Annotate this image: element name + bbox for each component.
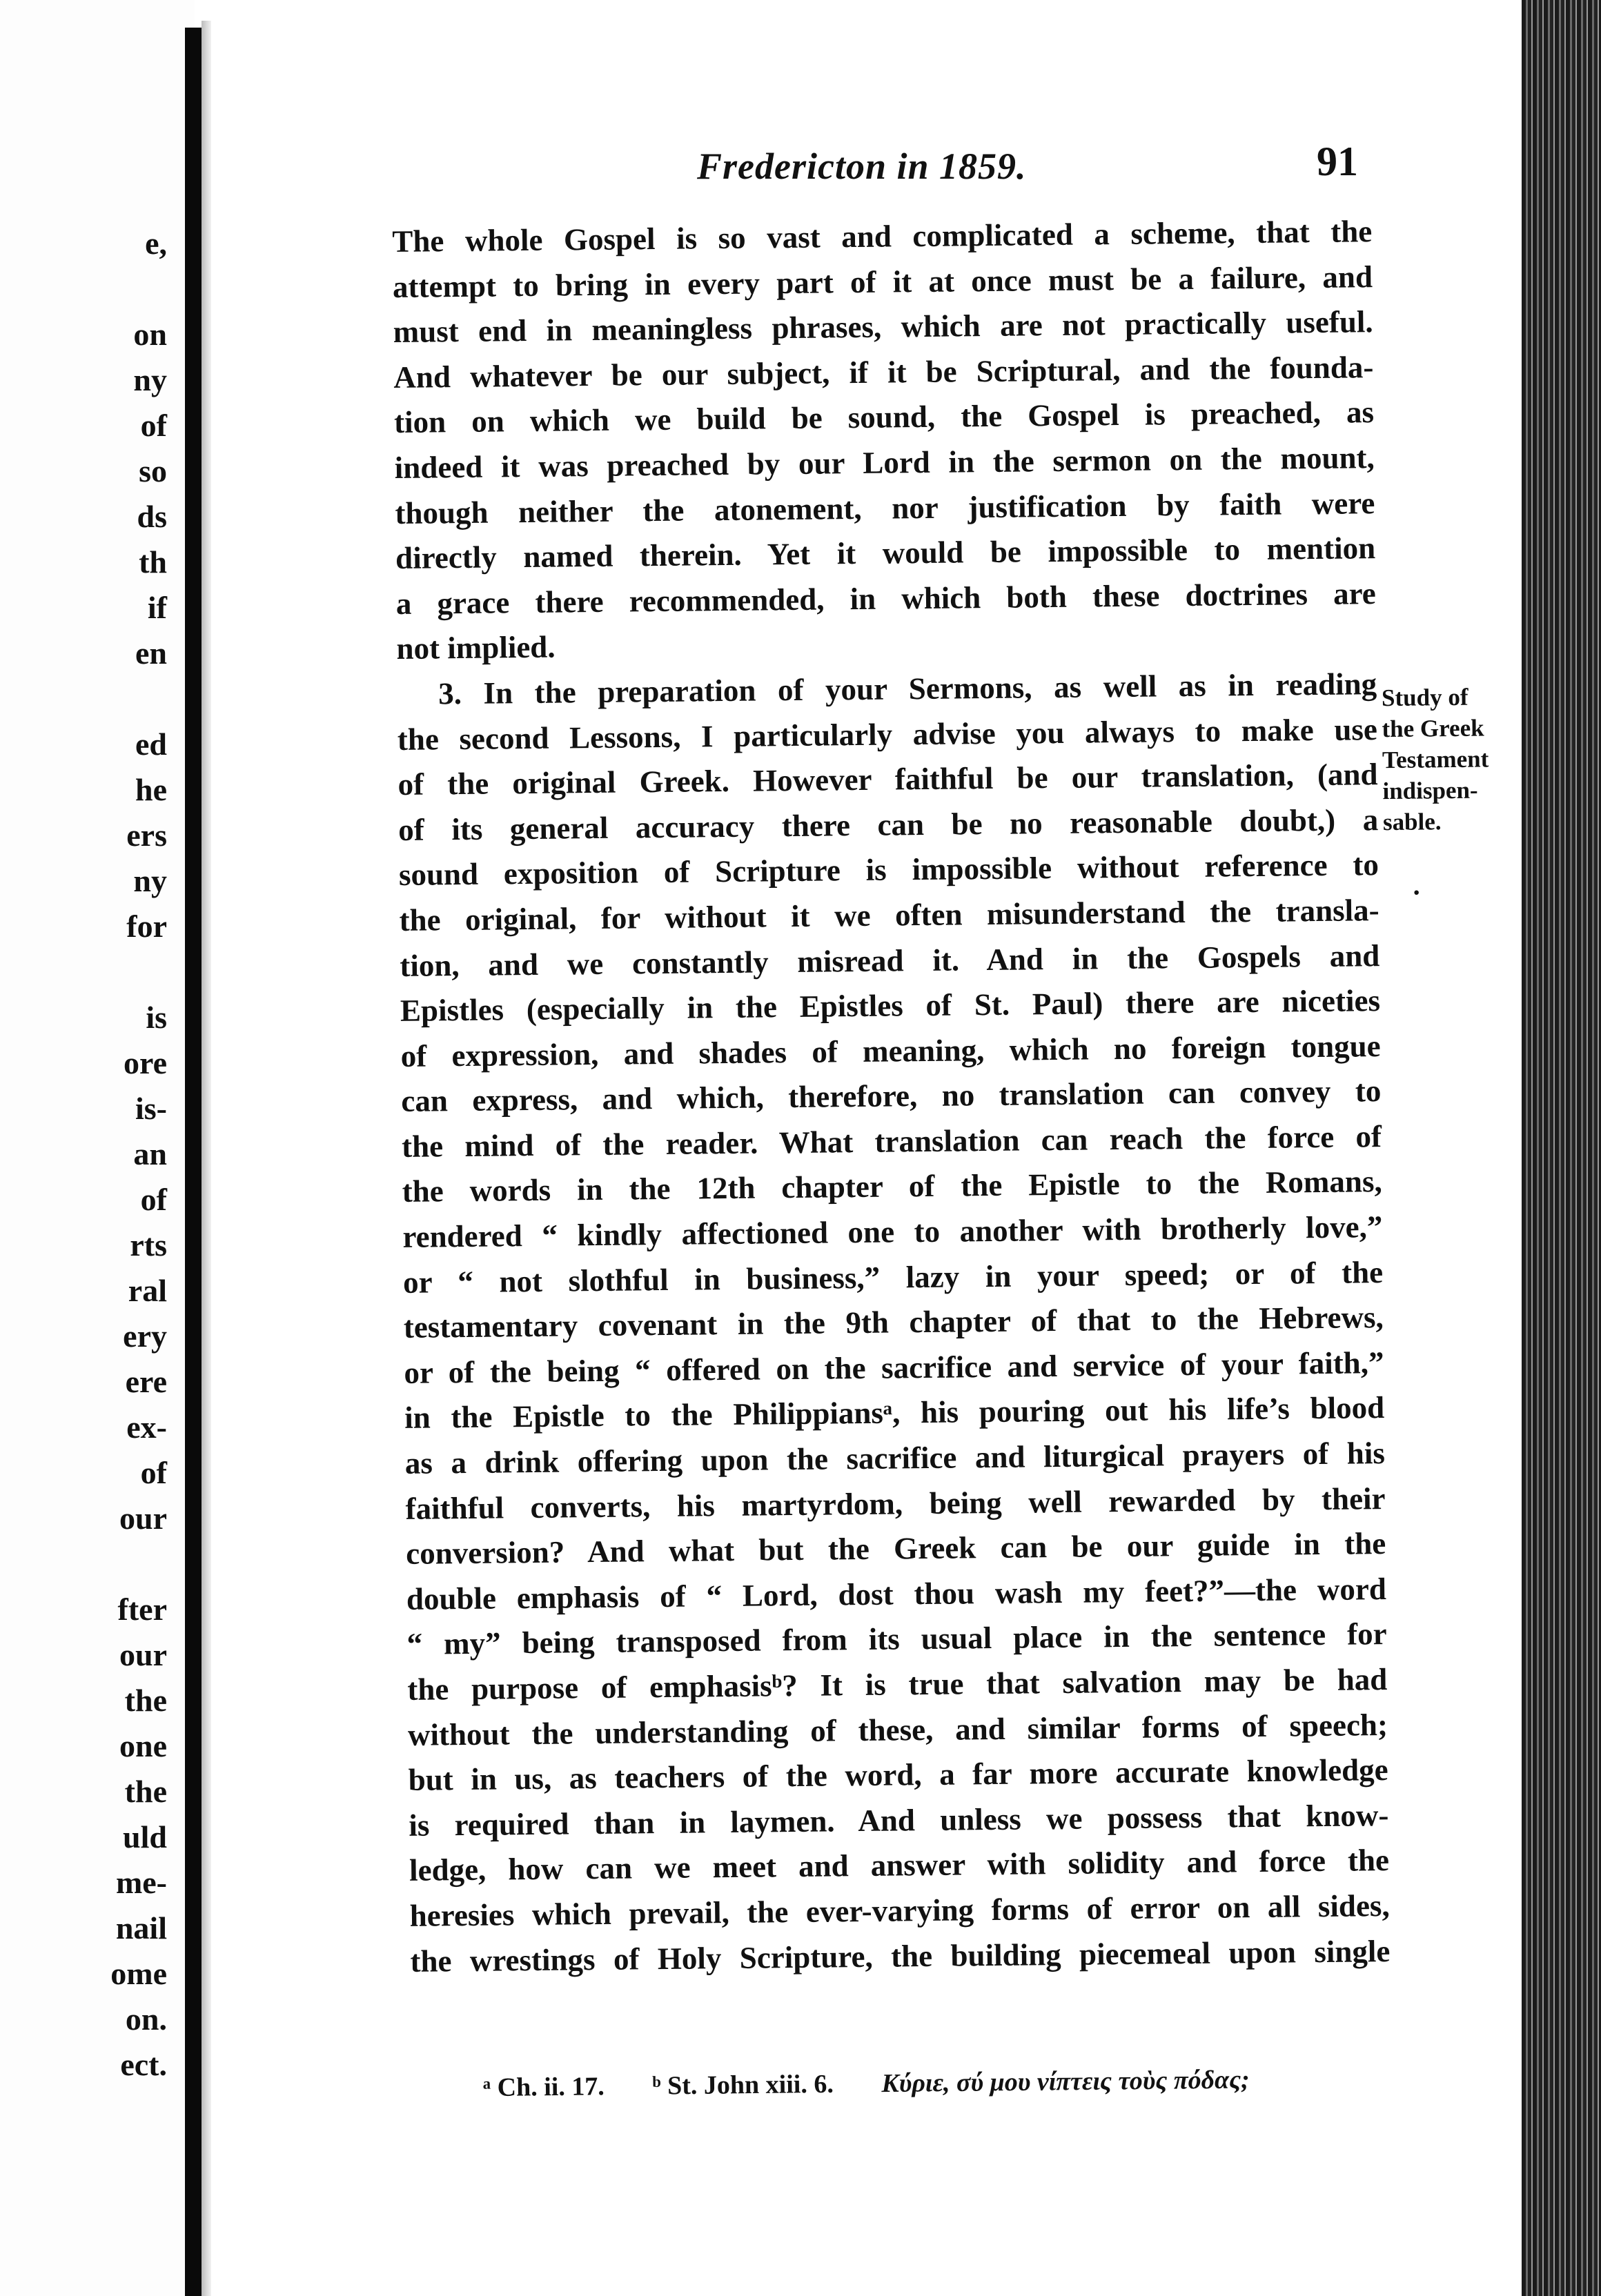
book-gutter — [185, 28, 202, 2296]
footnotes — [483, 2064, 1291, 2103]
left-fragment: of — [140, 1182, 167, 1217]
text-line: directly named therein. Yet it would be impossible to mention — [395, 531, 1376, 576]
text-line: double emphasis of “ Lord, dost thou wash my feet?”—the word — [406, 1571, 1387, 1616]
text-line: but in us, as teachers of the word, a far more accurate knowledge — [408, 1752, 1388, 1798]
left-fragment: ere — [125, 1364, 167, 1399]
left-fragment — [0, 676, 173, 722]
left-fragment: on — [133, 317, 167, 352]
left-fragment: an — [133, 1136, 167, 1171]
footnote-b: ᵇ St. John xiii. 6. — [652, 2069, 834, 2101]
text-line: conversion? And what but the Greek can be our guide in the — [405, 1526, 1386, 1572]
text-line: heresies which prevail, the ever-varying forms of error on all sides, — [409, 1888, 1390, 1933]
left-fragment: rts — [130, 1227, 167, 1263]
left-fragment: of — [140, 408, 167, 443]
text-line: tion, and we constantly misread it. And in the Gospels and — [400, 938, 1380, 983]
left-fragment: ral — [128, 1273, 167, 1308]
text-line: without the understanding of these, and similar forms of speech; — [407, 1707, 1388, 1752]
text-line: “ my” being transposed from its usual place in the sentence for — [406, 1616, 1387, 1662]
text-line: The whole Gospel is so vast and complicated a scheme, that the — [392, 214, 1373, 259]
footnote-greek: Κύριε, σύ μου νίπτεις τοὺς πόδας; — [881, 2065, 1250, 2099]
left-fragment: uld — [123, 1819, 167, 1854]
page-stack-edge — [1522, 0, 1601, 2296]
body-text — [392, 209, 1391, 1984]
left-fragment: me- — [115, 1865, 167, 1900]
left-fragment: is- — [135, 1091, 167, 1126]
left-fragment — [0, 949, 173, 995]
left-fragment — [0, 266, 173, 312]
left-fragment: so — [139, 453, 167, 488]
left-fragment: th — [139, 544, 167, 580]
text-line: the second Lessons, I particularly advise you always to make use — [397, 711, 1378, 757]
left-fragment: he — [135, 772, 167, 807]
left-fragment: is — [146, 1000, 167, 1035]
left-fragment: ed — [135, 726, 167, 762]
left-fragment: the — [124, 1774, 167, 1809]
text-line: as a drink offering upon the sacrifice and liturgical prayers of his — [404, 1436, 1386, 1481]
left-fragment: ny — [133, 362, 167, 397]
text-line: the wrestings of Holy Scripture, the building piecemeal upon single — [410, 1933, 1391, 1979]
left-fragment: ome — [110, 1956, 167, 1991]
left-page-text-fragments — [0, 221, 173, 2088]
text-line: of the original Greek. However faithful be our translation, (and — [397, 757, 1378, 802]
text-line: in the Epistle to the Philippiansᵃ, his pouring out his life’s blood — [404, 1390, 1385, 1436]
left-fragment: for — [126, 909, 167, 944]
margin-note-line: sable. — [1382, 808, 1442, 836]
left-fragment: one — [119, 1728, 167, 1763]
left-fragment: nail — [115, 1910, 167, 1946]
text-line: ledge, how can we meet and answer with solidity and force the — [409, 1843, 1390, 1888]
left-fragment: fter — [117, 1592, 167, 1627]
text-line: the original, for without it we often misunderstand the transla- — [399, 892, 1379, 938]
left-fragment: on. — [125, 2001, 167, 2037]
text-line: a grace there recommended, in which both these doctrines are — [395, 575, 1377, 621]
text-line: the purpose of emphasisᵇ? It is true that salvation may be had — [407, 1662, 1388, 1707]
text-line: or of the being “ offered on the sacrifice and service of your faith,” — [404, 1345, 1384, 1390]
text-line: of its general accuracy there can be no reasonable doubt,) a — [398, 802, 1379, 847]
text-line: Epistles (especially in the Epistles of St. Paul) there are niceties — [400, 983, 1381, 1029]
margin-note-line: Study of — [1381, 683, 1469, 712]
text-line: the mind of the reader. What translation can reach the force of — [401, 1118, 1382, 1164]
text-line: is required than in laymen. And unless we possess that know- — [409, 1797, 1389, 1843]
margin-note-line: indispen- — [1382, 776, 1478, 805]
text-line: tion on which we build be sound, the Gospel is preached, as — [393, 395, 1375, 440]
running-head: Fredericton in 1859. — [697, 146, 1027, 187]
text-line: indeed it was preached by our Lord in the sermon on the mount, — [394, 440, 1375, 485]
text-line: sound exposition of Scripture is impossible without reference to — [398, 847, 1379, 893]
text-line: faithful converts, his martyrdom, being well rewarded by their — [405, 1481, 1386, 1526]
text-line: though neither the atonement, nor justification by faith were — [395, 485, 1375, 531]
text-line: testamentary covenant in the 9th chapter of that to the Hebrews, — [403, 1300, 1384, 1345]
text-line: attempt to bring in every part of it at once must be a failure, and — [392, 259, 1373, 304]
text-line: the words in the 12th chapter of the Epistle to the Romans, — [402, 1164, 1382, 1209]
scan-top-margin — [0, 0, 1601, 15]
text-line: can express, and which, therefore, no translation can convey to — [401, 1073, 1382, 1119]
margin-note-line: Testament — [1382, 745, 1489, 774]
left-fragment: our — [119, 1501, 167, 1536]
text-line: And whatever be our subject, if it be Scriptural, and the founda- — [393, 349, 1374, 395]
left-fragment: if — [147, 590, 167, 625]
text-line: not implied. — [396, 629, 556, 666]
left-fragment: the — [124, 1683, 167, 1718]
left-fragment: ers — [126, 818, 167, 853]
left-fragment: ny — [133, 863, 167, 898]
left-fragment — [0, 1541, 173, 1587]
margin-note — [1382, 681, 1528, 838]
left-fragment: e, — [145, 226, 167, 261]
text-line: rendered “ kindly affectioned one to another with brotherly love,” — [402, 1209, 1383, 1254]
left-facing-page — [0, 0, 195, 2296]
margin-note-line: the Greek — [1382, 714, 1484, 743]
left-fragment: ore — [123, 1045, 167, 1080]
left-fragment: ery — [123, 1318, 167, 1354]
text-line: 3. In the preparation of your Sermons, as well as in reading — [438, 666, 1377, 711]
left-fragment: ex- — [126, 1409, 167, 1445]
text-line: or “ not slothful in business,” lazy in your speed; or of the — [402, 1254, 1384, 1300]
left-fragment: ect. — [120, 2047, 167, 2082]
left-fragment: en — [135, 635, 167, 671]
text-line: of expression, and shades of meaning, which no foreign tongue — [400, 1028, 1381, 1073]
page-number: 91 — [1317, 139, 1358, 184]
text-line: must end in meaningless phrases, which are not practically useful. — [393, 304, 1373, 350]
left-fragment: our — [119, 1637, 167, 1672]
page-edge-shadow — [202, 21, 211, 2296]
left-fragment: of — [140, 1455, 167, 1490]
left-fragment: ds — [137, 499, 167, 534]
footnote-a: ᵃ Ch. ii. 17. — [482, 2072, 605, 2103]
stray-mark: · — [1412, 877, 1422, 908]
